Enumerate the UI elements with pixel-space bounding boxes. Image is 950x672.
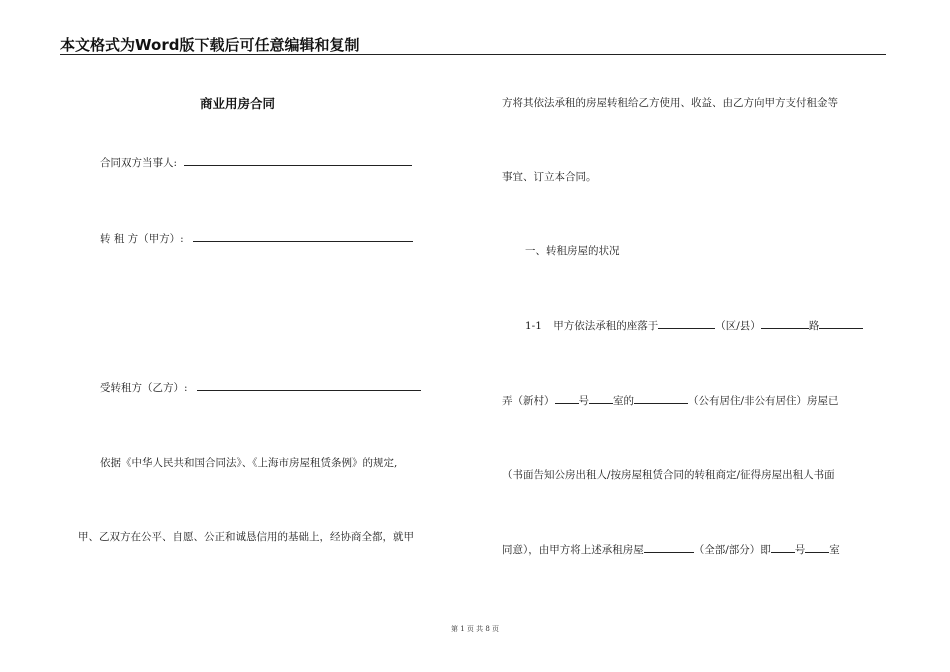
- right-line-1: 方将其依法承租的房屋转租给乙方使用、收益、由乙方向甲方支付租金等: [502, 97, 838, 109]
- sublessor-blank: [193, 231, 413, 242]
- blank-number: [589, 393, 613, 404]
- document-banner: 本文格式为Word版下载后可任意编辑和复制: [60, 34, 886, 55]
- right-line-2: 事宜、订立本合同。: [502, 171, 597, 183]
- blank-premises: [644, 542, 694, 553]
- clause-text-b: （区/县）: [715, 320, 761, 332]
- parties-blank: [184, 155, 412, 166]
- sublessor-line: [100, 231, 413, 246]
- clause-text-portion: （全部/部分）即: [693, 544, 771, 556]
- clause-line-4: [502, 542, 840, 557]
- blank-lane: [555, 393, 579, 404]
- sublessee-blank: [197, 380, 421, 391]
- clause-text-c: 路: [808, 320, 820, 332]
- clause-line-3: （书面告知公房出租人/按房屋租赁合同的转租商定/征得房屋出租人书面: [502, 469, 835, 481]
- paragraph-parties: 甲、乙双方在公平、自愿、公正和诚恳信用的基础上，经协商全都，就甲: [78, 531, 414, 543]
- clause-text-room-2: 室: [829, 544, 840, 556]
- blank-portion-number: [771, 542, 795, 553]
- parties-line: [100, 155, 412, 170]
- parties-label: 合同双方当事人:: [100, 157, 178, 169]
- sublessee-line: [100, 380, 421, 395]
- blank-road: [761, 318, 809, 329]
- blank-portion-room: [805, 542, 829, 553]
- section-heading-1: 一、转租房屋的状况: [525, 245, 620, 257]
- clause-text-lane: 弄（新村）: [502, 395, 555, 407]
- blank-district: [658, 318, 715, 329]
- clause-text-a: 甲方依法承租的座落于: [553, 320, 659, 332]
- blank-room: [634, 393, 688, 404]
- clause-text-number-2: 号: [794, 544, 806, 556]
- paragraph-basis: 依据《中华人民共和国合同法》、《上海市房屋租赁条例》的规定,: [100, 457, 398, 469]
- blank-after-road: [819, 318, 863, 329]
- clause-text-type: （公有居住/非公有居住）房屋已: [688, 395, 839, 407]
- clause-1-1: [525, 318, 863, 333]
- contract-title: 商业用房合同: [199, 96, 275, 111]
- clause-text-agree: 同意），由甲方将上述承租房屋: [502, 544, 644, 556]
- sublessor-label: 转 租 方（甲方）:: [100, 233, 184, 245]
- sublessee-label: 受转租方（乙方）:: [100, 382, 188, 394]
- clause-text-number: 号: [578, 395, 589, 407]
- page-footer: 第 1 页 共 8 页: [450, 625, 500, 633]
- clause-line-2: [502, 393, 839, 408]
- clause-number: 1-1: [525, 320, 542, 332]
- clause-text-room: 室的: [613, 395, 634, 407]
